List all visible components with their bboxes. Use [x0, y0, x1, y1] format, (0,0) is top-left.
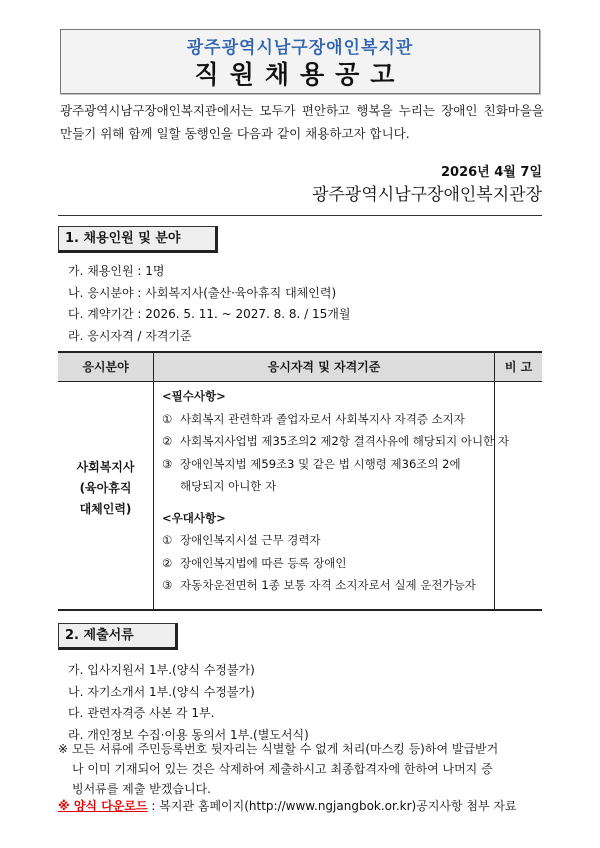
preferred-item: ② 장애인복지법에 따른 등록 장애인 — [162, 555, 347, 570]
field-line: 사회복지사 — [76, 460, 135, 474]
list-item: 다. 관련자격증 사본 각 1부. — [68, 706, 215, 720]
announcement-date: 2026년 4월 7일 — [441, 165, 542, 180]
field-line: 대체인력) — [79, 502, 132, 516]
list-item: 다. 계약기간 : 2026. 5. 11. ~ 2027. 8. 8. / 15개월 — [68, 307, 351, 321]
section1-list — [68, 261, 350, 347]
section1-heading: 1. 채용인원 및 분야 — [58, 226, 218, 253]
list-item: 가. 채용인원 : 1명 — [68, 264, 165, 278]
notice-line: 모든 서류에 주민등록번호 뒷자리는 식별할 수 없게 처리(마스킹 등)하여 발급받거 — [72, 742, 499, 756]
org-title: 광주광역시남구장애인복지관 — [186, 38, 414, 58]
notice-line: 나 이미 기재되어 있는 것은 삭제하여 제출하시고 최종합격자에 한하여 나머지 증 — [72, 762, 493, 776]
download-link-text[interactable]: : 복지관 홈페이지(http://www.ngjangbok.or.kr)공지사항 첨부 자료 — [151, 799, 517, 813]
required-item: ③ 장애인복지법 제59조3 및 같은 법 시행령 제36조의 2에 — [162, 456, 461, 471]
field-cell — [58, 457, 153, 520]
list-item: 가. 입사지원서 1부.(양식 수정불가) — [68, 663, 255, 677]
field-line: (육아휴직 — [79, 481, 132, 495]
required-item-continuation: 해당되지 아니한 자 — [180, 479, 277, 493]
section2-heading: 2. 제출서류 — [58, 623, 178, 650]
required-item: ② 사회복지사업법 제35조의2 제2항 결격사유에 해당되지 아니한 자 — [162, 434, 509, 448]
notice-mark: ※ — [58, 742, 69, 756]
qualification-cell — [162, 385, 509, 597]
section2-list — [68, 660, 309, 746]
preferred-item: ③ 자동차운전면허 1종 보통 자격 소지자로서 실제 운전가능자 — [162, 578, 476, 592]
title-box — [60, 29, 540, 94]
list-item: 라. 응시자격 / 자격기준 — [68, 328, 192, 343]
page-title: 직원채용공고 — [194, 60, 406, 89]
preferred-item: ① 장애인복지시설 근무 경력자 — [162, 533, 321, 547]
column-divider — [153, 353, 154, 609]
signer: 광주광역시남구장애인복지관장 — [312, 185, 542, 205]
required-title: <필수사항> — [162, 389, 226, 403]
preferred-title: <우대사항> — [162, 510, 226, 525]
intro-paragraph: 광주광역시남구장애인복지관에서는 모두가 편안하고 행복을 누리는 장애인 친화마을을 만들기 위해 함께 일할 동행인을 다음과 같이 채용하고자 합니다. — [60, 103, 544, 141]
download-label: ※ 양식 다운로드 — [58, 799, 148, 813]
required-item: ① 사회복지 관련학과 졸업자로서 사회복지사 자격증 소지자 — [162, 411, 465, 426]
notice — [58, 739, 542, 799]
header-qualification: 응시자격 및 자격기준 — [154, 353, 494, 382]
header-field: 응시분야 — [58, 353, 153, 382]
notice-line: 빙서류를 제출 받겠습니다. — [72, 782, 211, 796]
download-info — [58, 796, 517, 816]
list-item: 라. 개인정보 수집·이용 동의서 1부.(별도서식) — [68, 727, 309, 742]
list-item: 나. 자기소개서 1부.(양식 수정불가) — [68, 684, 255, 699]
divider — [58, 215, 542, 216]
header-remarks: 비 고 — [495, 353, 542, 382]
list-item: 나. 응시분야 : 사회복지사(출산·육아휴직 대체인력) — [68, 285, 337, 300]
qualification-table — [58, 351, 542, 611]
